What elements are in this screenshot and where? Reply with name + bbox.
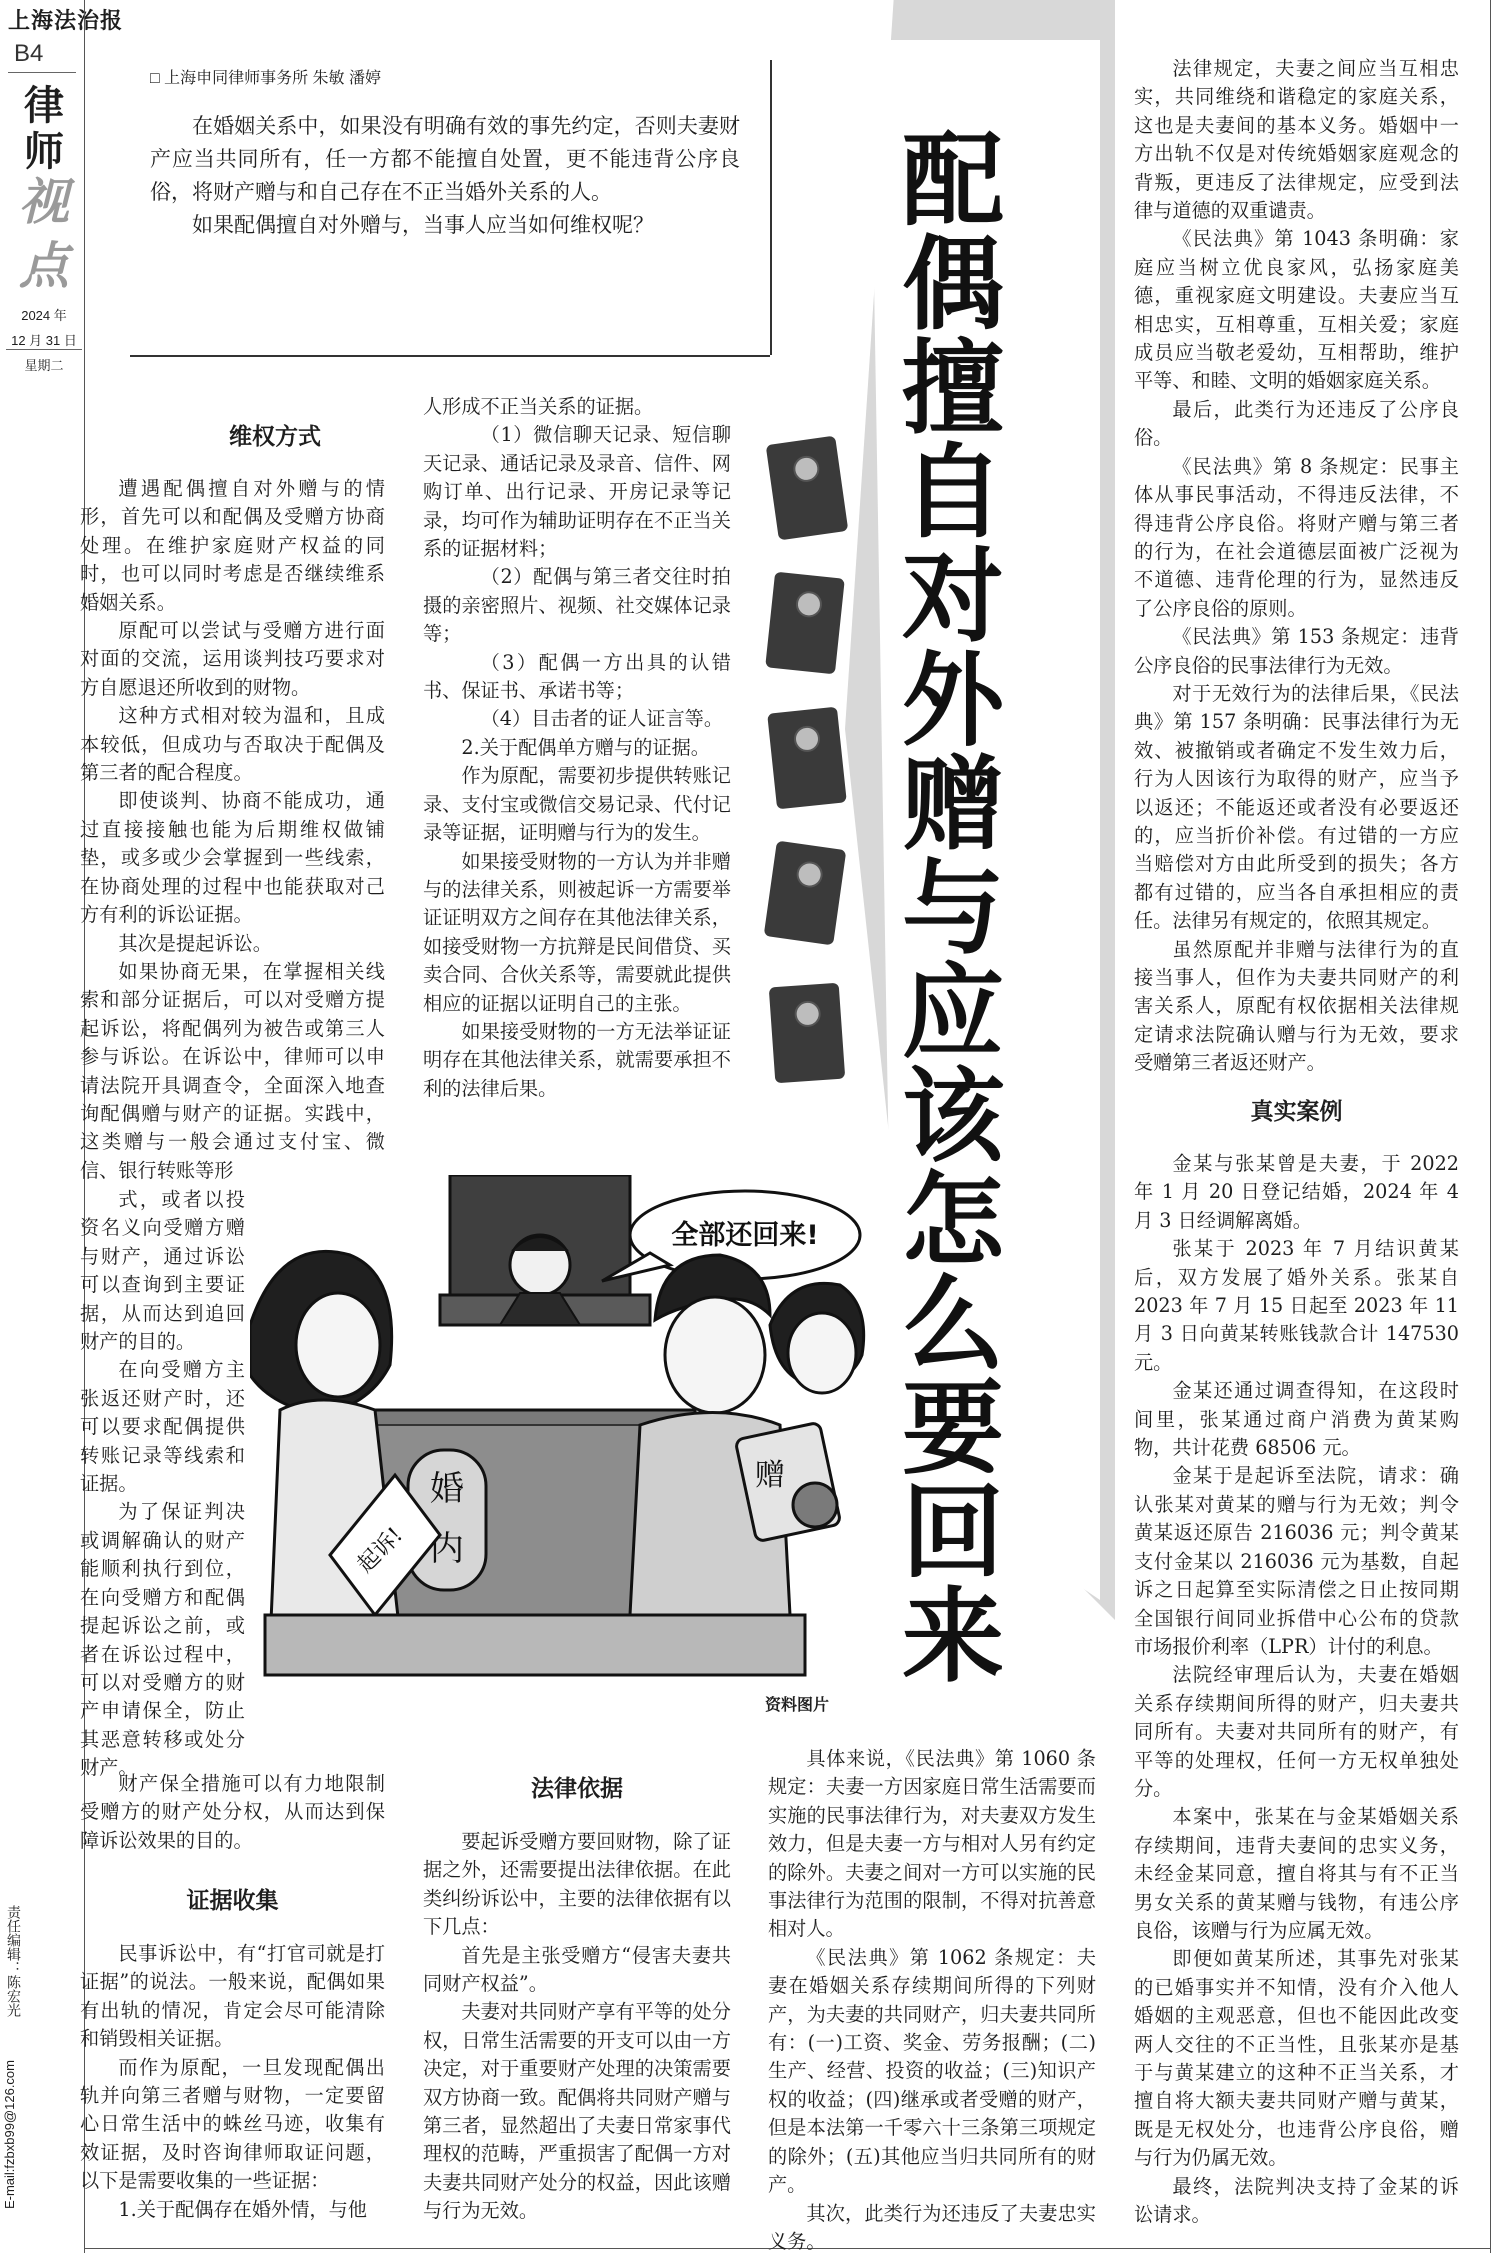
paragraph: 式，或者以投资名义向受赠方赠与财产，通过诉讼可以查询到主要证据，从而达到追回财产的目的。 bbox=[80, 1188, 245, 1354]
paragraph: 金某于是起诉至法院，请求：确认张某对黄某的赠与行为无效；判令黄某返还原告 216036 元；判令黄某支付金某以 216036 元为基数，自起诉之日起算至实际清偿之日止按同期全国银行间同业拆借中心公布的贷款市场报价利率（LPR）计付的利息。 bbox=[1134, 1464, 1459, 1658]
intro-side-rule bbox=[770, 60, 772, 355]
paragraph: 遭遇配偶擅自对外赠与的情形，首先可以和配偶及受赠方协商处理。在维护家庭财产权益的同时，也可以同时考虑是否继续维系婚姻关系。 bbox=[80, 477, 385, 614]
column-1-narrow-text bbox=[80, 1186, 245, 1783]
paragraph: 1.关于配偶存在婚外情，与他 bbox=[118, 2197, 367, 2221]
paragraph: （4）目击者的证人证言等。 bbox=[480, 707, 724, 731]
column-2-text bbox=[423, 393, 731, 1103]
paragraph: 《民法典》第 1043 条明确：家庭应当树立优良家风，弘扬家庭美德，重视家庭文明建设。夫妻应当互相忠实，互相尊重，互相关爱；家庭成员应当敬老爱幼，互相帮助，维护平等、和睦、文明的婚姻家庭关系。 bbox=[1134, 227, 1459, 393]
paragraph: 即便如黄某所述，其事先对张某的已婚事实并不知情，没有介入他人婚姻的主观恶意，但也不能因此改变两人交往的不正当性，且张某亦是基于与黄某建立的这种不正当关系，才擅自将大额夫妻共同财产赠与黄某，既是无权处分，也违背公序良俗，赠与行为仍属无效。 bbox=[1134, 1947, 1459, 2170]
column-1-bottom-text bbox=[80, 1770, 385, 1855]
section-heading-falv: 法律依据 bbox=[531, 1776, 623, 1802]
editor-credit: 责任编辑：陈宏光 bbox=[6, 1905, 22, 2017]
paragraph: 具体来说，《民法典》第 1060 条规定：夫妻一方因家庭日常生活需要而实施的民事法律行为，对夫妻双方发生效力，但是夫妻一方与相对人另有约定的除外。夫妻之间对一方可以实施的民事法律行为范围的限制，不得对抗善意相对人。 bbox=[768, 1747, 1096, 1941]
paragraph: 2.关于配偶单方赠与的证据。 bbox=[461, 735, 710, 759]
paragraph: （2）配偶与第三者交往时拍摄的亲密照片、视频、社交媒体记录等； bbox=[423, 565, 731, 646]
paragraph: 如果协商无果，在掌握相关线索和部分证据后，可以对受赠方提起诉讼，将配偶列为被告或第三人参与诉讼。在诉讼中，律师可以申请法院开具调查令，全面深入地查询配偶赠与财产的证据。实践中，这类赠与一般会通过支付宝、微信、银行转账等形 bbox=[80, 959, 385, 1182]
red-envelope-icon bbox=[765, 572, 845, 675]
paragraph: 金某与张某曾是夫妻，于 2022 年 1 月 20 日登记结婚，2024 年 4 月 3 日经调解离婚。 bbox=[1134, 1152, 1459, 1232]
column-char-1: 律 bbox=[24, 84, 64, 128]
paragraph: 人形成不正当关系的证据。 bbox=[423, 395, 654, 418]
red-envelope-icon bbox=[764, 841, 847, 946]
page-right-rule bbox=[1490, 0, 1491, 2253]
red-envelope-icon bbox=[766, 436, 849, 541]
paragraph: 如果接受财物的一方无法举证证明存在其他法律关系，就需要承担不利的法律后果。 bbox=[423, 1019, 731, 1100]
paragraph: 夫妻对共同财产享有平等的处分权，日常生活需要的开支可以由一方决定，对于重要财产处理的决策需要双方协商一致。配偶将共同财产赠与第三者，显然超出了夫妻日常家事代理权的范畴，严重损害了配偶一方对夫妻共同财产处分的权益，因此该赠与行为无效。 bbox=[423, 2000, 731, 2223]
desk-front bbox=[265, 1615, 805, 1675]
page-number: B4 bbox=[14, 40, 44, 67]
paragraph: 最后，此类行为还违反了公序良俗。 bbox=[1134, 397, 1459, 450]
woman-face bbox=[296, 1293, 380, 1397]
date-day: 12 月 31 日 bbox=[6, 330, 82, 350]
paragraph: 这种方式相对较为温和，且成本较低，但成功与否取决于配偶及第三者的配合程度。 bbox=[80, 704, 385, 785]
paragraph: 最终，法院判决支持了金某的诉讼请求。 bbox=[1134, 2174, 1459, 2227]
paragraph: 虽然原配并非赠与法律行为的直接当事人，但作为夫妻共同财产的利害关系人，原配有权依据相关法律规定请求法院确认赠与行为无效，要求受赠第三者返还财产。 bbox=[1134, 937, 1459, 1075]
paragraph: 金某还通过调查得知，在这段时间里，张某通过商户消费为黄某购物，共计花费 68506 元。 bbox=[1134, 1379, 1459, 1460]
red-envelope-icon bbox=[767, 707, 847, 810]
date-year: 2024 年 bbox=[21, 308, 67, 323]
rail-divider bbox=[8, 72, 76, 73]
gift-envelope-text: 赠 bbox=[755, 1458, 785, 1493]
paragraph: 即使谈判、协商不能成功，通过直接接触也能为后期维权做铺垫，或多或少会掌握到一些线索，在协商处理的过程中也能获取对己方有利的诉讼证据。 bbox=[80, 789, 385, 927]
paragraph: 其次是提起诉讼。 bbox=[118, 931, 272, 955]
column-char-4: 点 bbox=[19, 236, 69, 295]
paragraph: 要起诉受赠方要回财物，除了证据之外，还需要提出法律依据。在此类纠纷诉讼中，主要的法律依据有以下几点： bbox=[423, 1830, 731, 1939]
intro-text bbox=[150, 110, 740, 242]
section-heading-anli: 真实案例 bbox=[1250, 1099, 1343, 1125]
section-heading-weiquan: 维权方式 bbox=[229, 424, 321, 450]
sign-char-top: 婚 bbox=[430, 1469, 464, 1509]
cartoon-illustration bbox=[250, 1175, 870, 1695]
paragraph: 财产保全措施可以有力地限制受赠方的财产处分权，从而达到保障诉讼效果的目的。 bbox=[80, 1772, 385, 1852]
lawsuit-text: 起诉! bbox=[352, 1522, 408, 1578]
speech-text: 全部还回来! bbox=[671, 1220, 819, 1251]
column-2-bottom-text bbox=[423, 1828, 731, 2226]
paragraph: 《民法典》第 1062 条规定：夫妻在婚姻关系存续期间所得的下列财产，为夫妻的共同财产，归夫妻共同所有：(一)工资、奖金、劳务报酬；(二)生产、经营、投资的收益；(三)知识产权的收益；(四)继承或者受赠的财产，但是本法第一千零六十三条第三项规定的除外；(五)其他应当归共同所有的财产。 bbox=[768, 1945, 1096, 2197]
sign-char-bottom: 内 bbox=[430, 1529, 464, 1569]
intro-paragraph: 如果配偶擅自对外赠与，当事人应当如何维权呢？ bbox=[192, 213, 654, 237]
section-heading-zhengju: 证据收集 bbox=[186, 1888, 279, 1914]
column-4-case-text bbox=[1134, 1150, 1459, 2229]
paragraph: 民事诉讼中，有“打官司就是打证据”的说法。一般来说，配偶如果有出轨的情况，肯定会尽可能清除和销毁相关证据。 bbox=[80, 1942, 385, 2051]
paragraph: 其次，此类行为还违反了夫妻忠实义务。 bbox=[768, 2201, 1096, 2253]
column-char-3: 视 bbox=[19, 172, 69, 231]
byline: □ 上海申同律师事务所 朱敏 潘婷 bbox=[150, 70, 382, 87]
paragraph: 《民法典》第 8 条规定：民事主体从事民事活动，不得违反法律，不得违背公序良俗。将财产赠与第三者的行为，在社会道德层面被广泛视为不道德、违背伦理的行为，显然违反了公序良俗的原则。 bbox=[1134, 454, 1459, 620]
red-envelope-icon bbox=[769, 983, 846, 1084]
man-face bbox=[665, 1297, 765, 1413]
paragraph: 如果接受财物的一方认为并非赠与的法律关系，则被起诉一方需要举证证明双方之间存在其他法律关系，如接受财物一方抗辩是民间借贷、买卖合同、合伙关系等，需要就此提供相应的证据以证明自己的主张。 bbox=[423, 849, 731, 1015]
paragraph: 张某于 2023 年 7 月结识黄某后，双方发展了婚外关系。张某自 2023 年 7 月 15 日起至 2023 年 11 月 3 日向黄某转账钱款合计 147530 元。 bbox=[1134, 1237, 1459, 1374]
date-weekday: 星期二 bbox=[24, 358, 64, 373]
paragraph: 法律规定，夫妻之间应当互相忠实，共同维绕和谐稳定的家庭关系，这也是夫妻间的基本义务。婚姻中一方出轨不仅是对传统婚姻家庭观念的背叛，更违反了法律规定，应受到法律与道德的双重谴责。 bbox=[1134, 57, 1459, 223]
paragraph: （3）配偶一方出具的认错书、保证书、承诺书等； bbox=[423, 650, 731, 703]
paragraph: 在向受赠方主张返还财产时，还可以要求配偶提供转账记录等线索和证据。 bbox=[80, 1358, 245, 1496]
paragraph: 原配可以尝试与受赠方进行面对面的交流，运用谈判技巧要求对方自愿退还所收到的财物。 bbox=[80, 619, 385, 699]
intro-bottom-rule bbox=[130, 355, 770, 357]
mistress-face bbox=[788, 1313, 856, 1393]
paragraph: 首先是主张受赠方“侵害夫妻共同财产权益”。 bbox=[423, 1943, 731, 1996]
column-char-2: 师 bbox=[24, 130, 64, 174]
intro-paragraph: 在婚姻关系中，如果没有明确有效的事先约定，否则夫妻财产应当共同所有，任一方都不能擅自处置，更不能违背公序良俗，将财产赠与和自己存在不正当婚外关系的人。 bbox=[150, 114, 740, 204]
coin-icon bbox=[793, 1483, 837, 1527]
photo-caption: 资料图片 bbox=[765, 1697, 830, 1714]
paragraph: 而作为原配，一旦发现配偶出轨并向第三者赠与财物，一定要留心日常生活中的蛛丝马迹，收集有效证据，及时咨询律师取证问题，以下是需要收集的一些证据： bbox=[80, 2055, 385, 2193]
column-1-text bbox=[80, 475, 385, 1185]
paragraph: 对于无效行为的法律后果，《民法典》第 157 条明确：民事法律行为无效、被撤销或者确定不发生效力后，行为人因该行为取得的财产，应当予以返还；不能返还或者没有必要返还的，应当折价补偿。有过错的一方应当赔偿对方由此所受到的损失；各方都有过错的，应当各自承担相应的责任。法律另有规定的，依照其规定。 bbox=[1134, 681, 1459, 933]
paragraph: 本案中，张某在与金某婚姻关系存续期间，违背夫妻间的忠实义务，未经金某同意，擅自将其与有不正当男女关系的黄某赠与钱物，有违公序良俗，该赠与行为应属无效。 bbox=[1134, 1805, 1459, 1942]
intro-box bbox=[150, 65, 740, 355]
paragraph: 《民法典》第 153 条规定：违背公序良俗的民事法律行为无效。 bbox=[1134, 625, 1459, 677]
column-3-bottom-text bbox=[768, 1745, 1096, 2253]
paragraph: （1）微信聊天记录、短信聊天记录、通话记录及录音、信件、网购订单、出行记录、开房记录等记录，均可作为辅助证明存在不正当关系的证据材料； bbox=[423, 423, 731, 561]
masthead: 上海法治报 bbox=[8, 8, 124, 34]
headline: 配偶擅自对外赠与应该怎么要回来 bbox=[902, 122, 1004, 1697]
paragraph: 为了保证判决或调解确认的财产能顺利执行到位，在向受赠方和配偶提起诉讼之前，或者在诉讼过程中，可以对受赠方的财产申请保全，防止其恶意转移或处分财产。 bbox=[80, 1500, 245, 1780]
column-1-evidence-text bbox=[80, 1940, 385, 2224]
paragraph: 法院经审理后认为，夫妻在婚姻关系存续期间所得的财产，归夫妻共同所有。夫妻对共同所有的财产，有平等的处理权，任何一方无权单独处分。 bbox=[1134, 1663, 1459, 1800]
paragraph: 作为原配，需要初步提供转账记录、支付宝或微信交易记录、代付记录等证据，证明赠与行为的发生。 bbox=[423, 764, 731, 845]
editor-email: E-mail:fzbxb99@126.com bbox=[2, 2060, 17, 2210]
column-4-text bbox=[1134, 55, 1459, 1078]
